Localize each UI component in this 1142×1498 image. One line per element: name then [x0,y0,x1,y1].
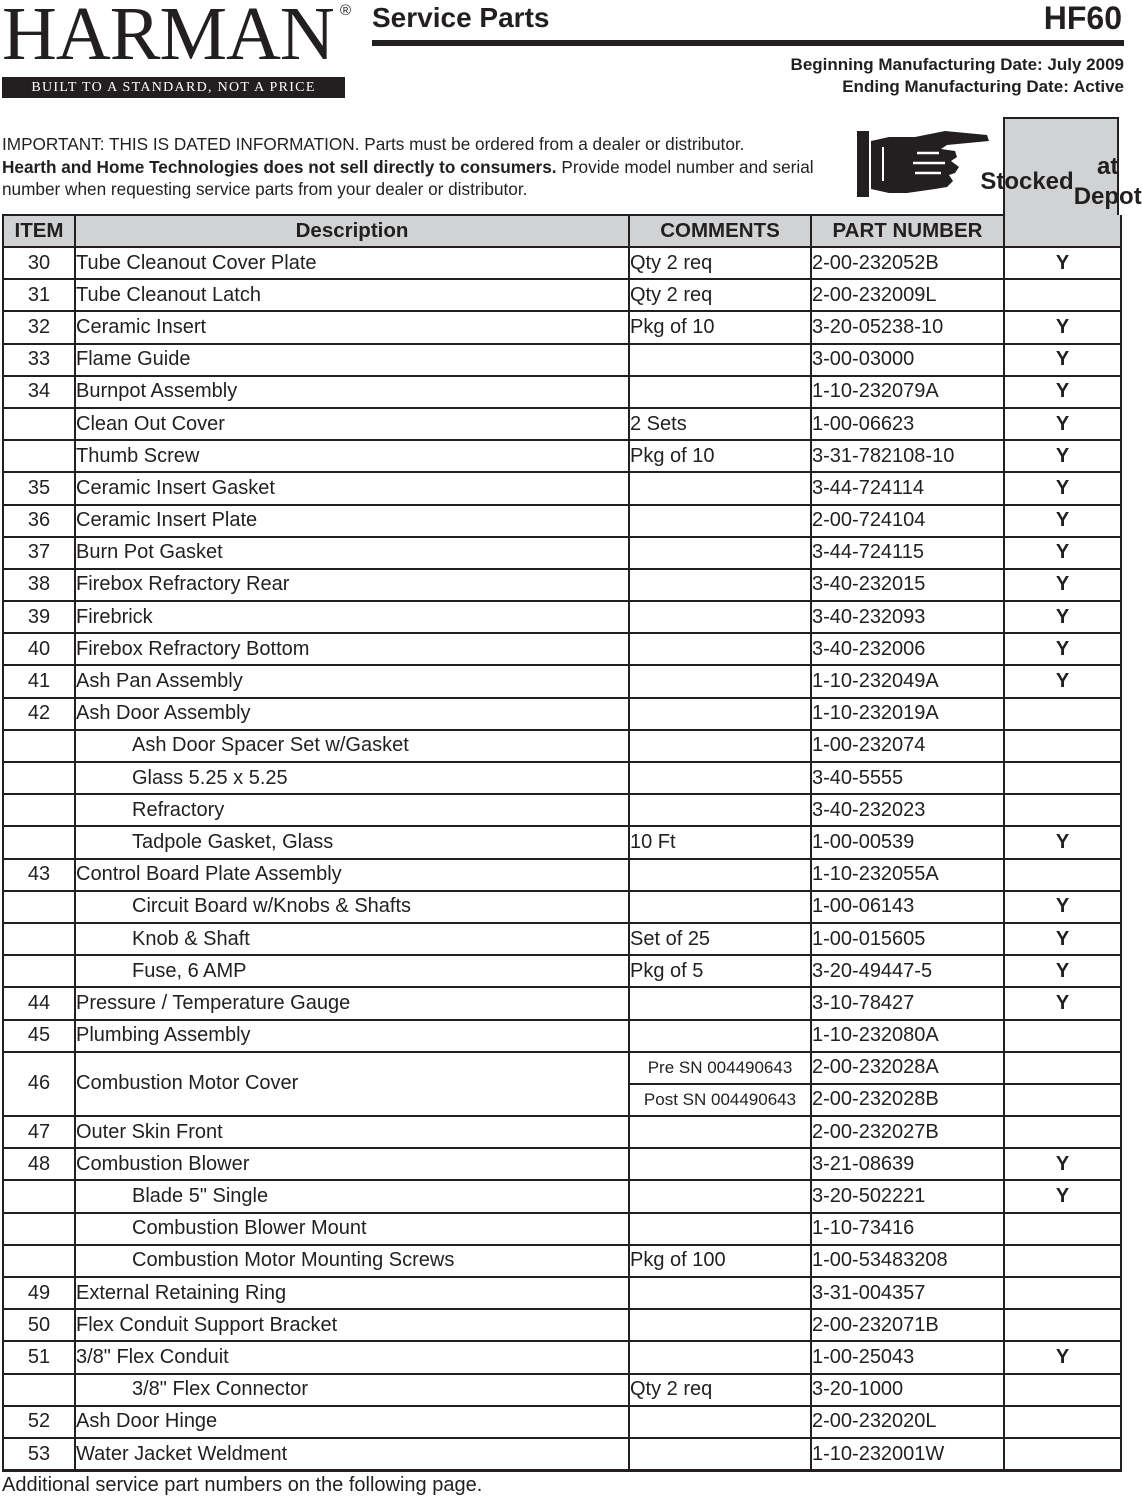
item-number-cell: 43 [3,859,75,891]
comments-cell [629,987,811,1019]
description-cell: Ceramic Insert Plate [75,505,629,537]
table-row [3,665,1121,697]
description-cell: Combustion Motor Cover [75,1052,629,1116]
comments-cell [629,601,811,633]
table-row [3,1277,1121,1309]
description-cell: External Retaining Ring [75,1277,629,1309]
stocked-cell [1004,1052,1121,1084]
comments-cell [629,569,811,601]
comments-cell: Pre SN 004490643 [629,1052,811,1084]
description-cell: Refractory [75,794,629,826]
part-number-cell: 1-10-232080A [811,1020,1004,1052]
table-row [3,698,1121,730]
comments-cell: Qty 2 req [629,1374,811,1406]
item-number-cell: 37 [3,537,75,569]
comments-cell [629,537,811,569]
stocked-cell: Y [1004,891,1121,923]
table-row [3,1309,1121,1341]
description-cell: Pressure / Temperature Gauge [75,987,629,1019]
part-number-cell: 2-00-232020L [811,1406,1004,1438]
part-number-cell: 1-10-232079A [811,376,1004,408]
mfg-end-date: Ending Manufacturing Date: Active [842,77,1124,96]
important-notice [2,133,842,201]
stocked-cell: Y [1004,1180,1121,1212]
description-cell: Burnpot Assembly [75,376,629,408]
description-cell: Plumbing Assembly [75,1020,629,1052]
description-cell: Water Jacket Weldment [75,1438,629,1471]
comments-cell: Pkg of 100 [629,1245,811,1277]
description-cell: Combustion Motor Mounting Screws [75,1245,629,1277]
part-number-cell: 3-40-232093 [811,601,1004,633]
table-row [3,1020,1121,1052]
notice-bold: Hearth and Home Technologies does not sell directly to consumers. [2,156,557,177]
stocked-cell: Y [1004,826,1121,858]
item-number-cell: 48 [3,1148,75,1180]
comments-cell [629,1309,811,1341]
description-cell: Ash Door Hinge [75,1406,629,1438]
stocked-cell: Y [1004,440,1121,472]
description-cell: Ceramic Insert Gasket [75,472,629,504]
column-header-comments: COMMENTS [629,215,811,247]
item-number-cell [3,1374,75,1406]
item-number-cell: 36 [3,505,75,537]
stocked-cell: Y [1004,505,1121,537]
stocked-cell [1004,730,1121,762]
part-number-cell: 1-00-232074 [811,730,1004,762]
item-number-cell: 44 [3,987,75,1019]
part-number-cell: 2-00-232028B [811,1084,1004,1116]
description-cell: Firebrick [75,601,629,633]
comments-cell: Qty 2 req [629,279,811,311]
part-number-cell: 2-00-232071B [811,1309,1004,1341]
stocked-cell [1004,859,1121,891]
comments-cell: 2 Sets [629,408,811,440]
description-cell: Ash Door Assembly [75,698,629,730]
description-cell: Glass 5.25 x 5.25 [75,762,629,794]
table-row [3,1406,1121,1438]
comments-cell [629,1341,811,1373]
stocked-cell: Y [1004,537,1121,569]
comments-cell: Post SN 004490643 [629,1084,811,1116]
comments-cell: 10 Ft [629,826,811,858]
part-number-cell: 1-00-06623 [811,408,1004,440]
stocked-at-depot-header: Stocked at Depot [1003,117,1119,244]
stocked-cell: Y [1004,311,1121,343]
item-number-cell [3,923,75,955]
comments-cell [629,1148,811,1180]
part-number-cell: 1-00-015605 [811,923,1004,955]
stocked-cell [1004,762,1121,794]
stocked-cell [1004,1116,1121,1148]
stocked-cell: Y [1004,1148,1121,1180]
logo-tagline: BUILT TO A STANDARD, NOT A PRICE [2,77,345,98]
table-row [3,859,1121,891]
description-cell: Burn Pot Gasket [75,537,629,569]
part-number-cell: 3-20-49447-5 [811,955,1004,987]
item-number-cell [3,891,75,923]
description-cell: Combustion Blower [75,1148,629,1180]
service-parts-table [2,214,1122,1472]
item-number-cell: 46 [3,1052,75,1116]
comments-cell [629,1180,811,1212]
description-cell: Clean Out Cover [75,408,629,440]
stocked-cell [1004,1406,1121,1438]
comments-cell: Pkg of 10 [629,311,811,343]
item-number-cell: 51 [3,1341,75,1373]
stocked-cell: Y [1004,665,1121,697]
table-row [3,440,1121,472]
comments-cell [629,472,811,504]
stocked-cell [1004,1309,1121,1341]
part-number-cell: 1-00-25043 [811,1341,1004,1373]
part-number-cell: 3-44-724114 [811,472,1004,504]
table-row [3,472,1121,504]
item-number-cell [3,955,75,987]
part-number-cell: 3-31-782108-10 [811,440,1004,472]
table-row [3,376,1121,408]
comments-cell [629,376,811,408]
table-row [3,247,1121,279]
table-row [3,1245,1121,1277]
comments-cell [629,762,811,794]
description-cell: Tube Cleanout Latch [75,279,629,311]
table-row [3,1374,1121,1406]
comments-cell [629,859,811,891]
column-header-stocked [1004,215,1121,247]
page-title: Service Parts [372,2,550,33]
column-header-description: Description [75,215,629,247]
table-row [3,826,1121,858]
part-number-cell: 2-00-232009L [811,279,1004,311]
part-number-cell: 3-20-1000 [811,1374,1004,1406]
stocked-cell [1004,1245,1121,1277]
item-number-cell: 35 [3,472,75,504]
table-row [3,730,1121,762]
description-cell: 3/8" Flex Connector [75,1374,629,1406]
description-cell: Thumb Screw [75,440,629,472]
stocked-cell: Y [1004,987,1121,1019]
stocked-cell [1004,1374,1121,1406]
item-number-cell: 32 [3,311,75,343]
part-number-cell: 3-40-5555 [811,762,1004,794]
part-number-cell: 1-10-232049A [811,665,1004,697]
pointing-hand-icon [855,127,991,201]
item-number-cell: 52 [3,1406,75,1438]
item-number-cell [3,1245,75,1277]
table-row [3,1116,1121,1148]
comments-cell: Pkg of 10 [629,440,811,472]
part-number-cell: 1-10-232001W [811,1438,1004,1471]
comments-cell [629,1438,811,1471]
item-number-cell [3,408,75,440]
description-cell: Ash Pan Assembly [75,665,629,697]
item-number-cell: 47 [3,1116,75,1148]
harman-logo [0,0,360,100]
stocked-cell [1004,794,1121,826]
registered-mark: ® [340,2,352,19]
comments-cell [629,1406,811,1438]
stocked-cell: Y [1004,472,1121,504]
part-number-cell: 3-31-004357 [811,1277,1004,1309]
part-number-cell: 3-00-03000 [811,344,1004,376]
table-row [3,537,1121,569]
stocked-cell [1004,1084,1121,1116]
stocked-cell: Y [1004,569,1121,601]
part-number-cell: 1-00-06143 [811,891,1004,923]
table-row [3,505,1121,537]
item-number-cell [3,794,75,826]
comments-cell [629,730,811,762]
comments-cell [629,665,811,697]
table-row [3,1148,1121,1180]
table-row [3,923,1121,955]
stocked-cell: Y [1004,923,1121,955]
item-number-cell: 33 [3,344,75,376]
stocked-cell [1004,1277,1121,1309]
part-number-cell: 3-20-502221 [811,1180,1004,1212]
notice-line-1: IMPORTANT: THIS IS DATED INFORMATION. Parts must be ordered from a dealer or distributor. [2,134,745,154]
item-number-cell: 41 [3,665,75,697]
column-header-item: ITEM [3,215,75,247]
part-number-cell: 3-44-724115 [811,537,1004,569]
description-cell: Flame Guide [75,344,629,376]
part-number-cell: 3-20-05238-10 [811,311,1004,343]
item-number-cell: 49 [3,1277,75,1309]
item-number-cell: 50 [3,1309,75,1341]
stocked-cell [1004,1213,1121,1245]
column-header-part-number: PART NUMBER [811,215,1004,247]
stocked-cell: Y [1004,601,1121,633]
table-row [3,1213,1121,1245]
item-number-cell [3,730,75,762]
comments-cell [629,1277,811,1309]
item-number-cell: 30 [3,247,75,279]
table-row [3,569,1121,601]
table-row [3,601,1121,633]
item-number-cell: 45 [3,1020,75,1052]
table-row [3,955,1121,987]
comments-cell [629,1020,811,1052]
description-cell: Combustion Blower Mount [75,1213,629,1245]
part-number-cell: 1-10-73416 [811,1213,1004,1245]
item-number-cell: 53 [3,1438,75,1471]
logo-wordmark: HARMAN [2,0,334,76]
stocked-cell: Y [1004,344,1121,376]
model-number: HF60 [1043,0,1122,36]
part-number-cell: 3-40-232023 [811,794,1004,826]
comments-cell [629,794,811,826]
table-row [3,408,1121,440]
description-cell: Firebox Refractory Bottom [75,633,629,665]
stocked-cell: Y [1004,247,1121,279]
comments-cell [629,633,811,665]
description-cell: Ceramic Insert [75,311,629,343]
table-header-row [3,215,1121,247]
comments-cell [629,1213,811,1245]
comments-cell [629,505,811,537]
table-row [3,633,1121,665]
table-row [3,1180,1121,1212]
description-cell: 3/8" Flex Conduit [75,1341,629,1373]
description-cell: Blade 5" Single [75,1180,629,1212]
table-row [3,311,1121,343]
part-number-cell: 2-00-232028A [811,1052,1004,1084]
part-number-cell: 3-10-78427 [811,987,1004,1019]
description-cell: Firebox Refractory Rear [75,569,629,601]
table-row [3,762,1121,794]
comments-cell [629,1116,811,1148]
stocked-cell: Y [1004,408,1121,440]
part-number-cell: 1-10-232019A [811,698,1004,730]
stocked-cell [1004,1020,1121,1052]
description-cell: Tadpole Gasket, Glass [75,826,629,858]
stocked-cell [1004,279,1121,311]
table-row [3,1052,1121,1084]
part-number-cell: 3-21-08639 [811,1148,1004,1180]
item-number-cell: 40 [3,633,75,665]
item-number-cell: 38 [3,569,75,601]
table-row [3,279,1121,311]
table-body [3,247,1121,1471]
description-cell: Ash Door Spacer Set w/Gasket [75,730,629,762]
item-number-cell [3,1213,75,1245]
description-cell: Outer Skin Front [75,1116,629,1148]
part-number-cell: 1-10-232055A [811,859,1004,891]
comments-cell: Pkg of 5 [629,955,811,987]
description-cell: Control Board Plate Assembly [75,859,629,891]
item-number-cell: 31 [3,279,75,311]
manufacturing-dates [791,54,1124,98]
stocked-cell: Y [1004,633,1121,665]
part-number-cell: 2-00-232052B [811,247,1004,279]
comments-cell [629,698,811,730]
item-number-cell [3,1180,75,1212]
table-row [3,344,1121,376]
table-row [3,794,1121,826]
part-number-cell: 1-00-53483208 [811,1245,1004,1277]
header-rule [372,40,1124,46]
part-number-cell: 2-00-724104 [811,505,1004,537]
stocked-cell [1004,698,1121,730]
table-row [3,1341,1121,1373]
stocked-cell: Y [1004,376,1121,408]
item-number-cell: 42 [3,698,75,730]
table-row [3,987,1121,1019]
description-cell: Tube Cleanout Cover Plate [75,247,629,279]
comments-cell [629,891,811,923]
comments-cell: Set of 25 [629,923,811,955]
footer-note: Additional service part numbers on the following page. [2,1474,483,1496]
table-row [3,1438,1121,1471]
comments-cell [629,344,811,376]
description-cell: Fuse, 6 AMP [75,955,629,987]
comments-cell: Qty 2 req [629,247,811,279]
stocked-cell [1004,1438,1121,1471]
part-number-cell: 3-40-232006 [811,633,1004,665]
notice-rest: Provide model number and serial number when requesting service parts from your dealer or distributor. [2,156,814,200]
table-row [3,891,1121,923]
stocked-cell: Y [1004,955,1121,987]
description-cell: Flex Conduit Support Bracket [75,1309,629,1341]
stocked-cell: Y [1004,1341,1121,1373]
mfg-begin-date: Beginning Manufacturing Date: July 2009 [790,55,1124,74]
item-number-cell: 39 [3,601,75,633]
part-number-cell: 1-00-00539 [811,826,1004,858]
item-number-cell [3,762,75,794]
part-number-cell: 3-40-232015 [811,569,1004,601]
item-number-cell [3,440,75,472]
part-number-cell: 2-00-232027B [811,1116,1004,1148]
item-number-cell [3,826,75,858]
description-cell: Circuit Board w/Knobs & Shafts [75,891,629,923]
item-number-cell: 34 [3,376,75,408]
description-cell: Knob & Shaft [75,923,629,955]
